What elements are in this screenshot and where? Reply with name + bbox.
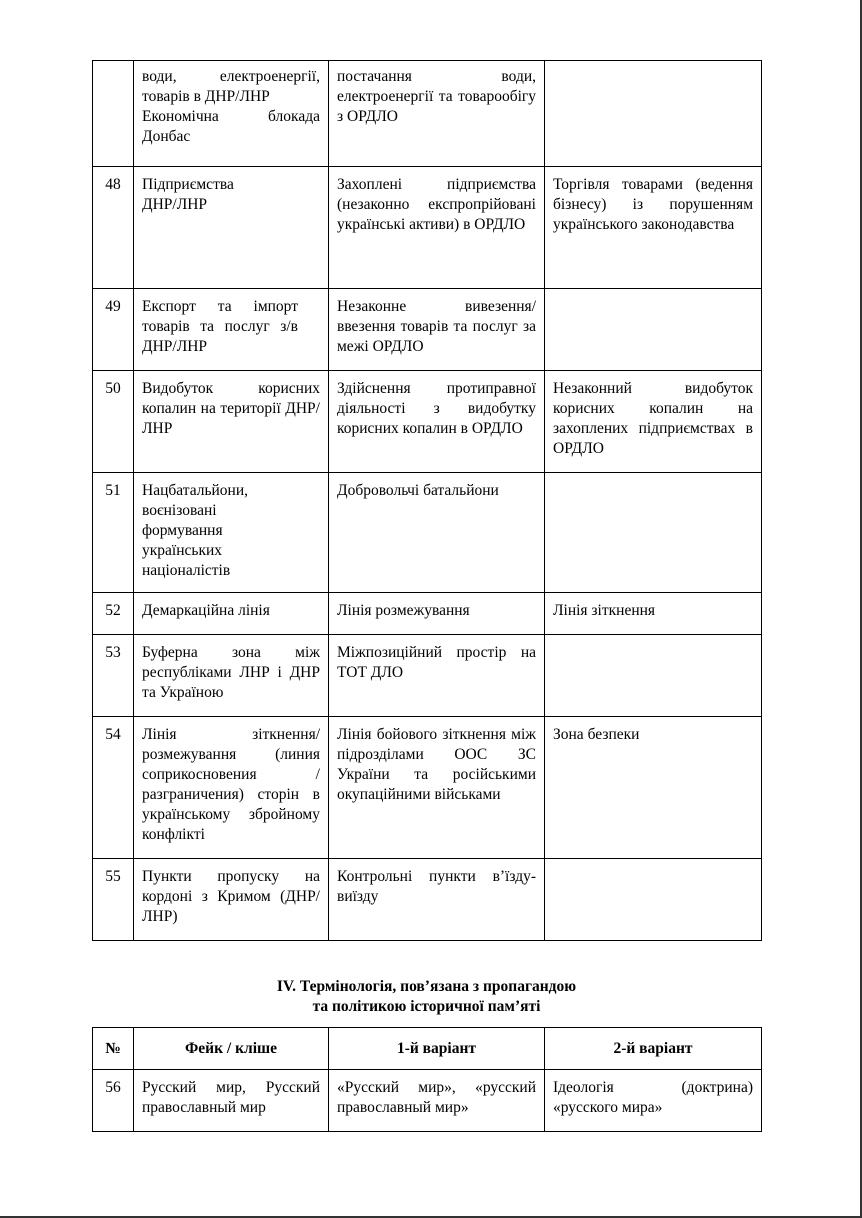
variant-1: Незаконне вивезення/ ввезення товарів та послуг за межі ОРДЛО [329, 289, 545, 371]
section-title-line: IV. Термінологія, пов’язана з пропагандою [276, 978, 577, 995]
fake-term: Буферна зона між республіками ЛНР і ДНР та Україною [134, 635, 329, 717]
column-header-variant-2: 2-й варіант [545, 1028, 762, 1070]
variant-2 [545, 289, 762, 371]
variant-1: Міжпозиційний простір на ТОТ ДЛО [329, 635, 545, 717]
fake-term: Лінія зіткнення/ розмежування (линия соприкосновения /разграничения) сторін в українському збройному конфлікті [134, 717, 329, 859]
variant-2: Незаконний видобуток корисних копалин на захоплених підприємствах в ОРДЛО [545, 371, 762, 473]
row-number: 50 [93, 371, 134, 473]
fake-term: Підприємства ДНР/ЛНР [134, 167, 329, 289]
terminology-table-continued [92, 60, 762, 941]
fake-term: Видобуток корисних копалин на території ДНР/ЛНР [134, 371, 329, 473]
fake-term: Демаркаційна лінія [134, 593, 329, 635]
column-header-variant-1: 1-й варіант [329, 1028, 545, 1070]
fake-term: Нацбатальйони, воєнізовані формування українських націоналістів [134, 473, 329, 593]
row-number: 56 [93, 1070, 134, 1132]
row-number: 53 [93, 635, 134, 717]
row-number: 55 [93, 859, 134, 941]
table-row [93, 167, 762, 289]
variant-2 [545, 61, 762, 167]
variant-2 [545, 859, 762, 941]
table-row [93, 717, 762, 859]
variant-1: Лінія розмежування [329, 593, 545, 635]
variant-2 [545, 473, 762, 593]
variant-1: Здійснення протиправної діяльності з видобутку корисних копалин в ОРДЛО [329, 371, 545, 473]
section-title-line: та політикою історичної пам’яті [312, 998, 541, 1015]
fake-term [134, 61, 329, 167]
table-row [93, 1070, 762, 1132]
variant-2: Лінія зіткнення [545, 593, 762, 635]
table-row [93, 371, 762, 473]
variant-2 [545, 635, 762, 717]
variant-1: Захоплені підприємства (незаконно експропрійовані українські активи) в ОРДЛО [329, 167, 545, 289]
table-row [93, 859, 762, 941]
variant-1: «Русский мир», «русский православный мир» [329, 1070, 545, 1132]
section-title [92, 977, 761, 1017]
variant-1: Контрольні пункти в’їзду-виїзду [329, 859, 545, 941]
terminology-table-section-4 [92, 1027, 762, 1132]
table-row [93, 635, 762, 717]
column-header-number: № [93, 1028, 134, 1070]
row-number: 48 [93, 167, 134, 289]
table-row [93, 61, 762, 167]
fake-term: Русский мир, Русский православный мир [134, 1070, 329, 1132]
variant-2: Торгівля товарами (ведення бізнесу) із порушенням українського законодавства [545, 167, 762, 289]
variant-1: постачання води, електроенергії та товарообігу з ОРДЛО [329, 61, 545, 167]
column-header-fake: Фейк / кліше [134, 1028, 329, 1070]
fake-term: Експорт та імпорт товарів та послуг з/в ДНР/ЛНР [134, 289, 329, 371]
row-number: 52 [93, 593, 134, 635]
table-row [93, 289, 762, 371]
fake-term-line: води, електроенергії, товарів в ДНР/ЛНР Економічна блокада Донбас [142, 68, 320, 145]
variant-1: Добровольчі батальйони [329, 473, 545, 593]
table-row [93, 473, 762, 593]
row-number [93, 61, 134, 167]
row-number: 54 [93, 717, 134, 859]
row-number: 51 [93, 473, 134, 593]
table-row [93, 593, 762, 635]
row-number: 49 [93, 289, 134, 371]
variant-1: Лінія бойового зіткнення між підрозділами ООС ЗС України та російськими окупаційними військами [329, 717, 545, 859]
fake-term: Пункти пропуску на кордоні з Кримом (ДНР/ЛНР) [134, 859, 329, 941]
variant-2: Зона безпеки [545, 717, 762, 859]
variant-2: Ідеологія (доктрина) «русского мира» [545, 1070, 762, 1132]
table-header-row [93, 1028, 762, 1070]
